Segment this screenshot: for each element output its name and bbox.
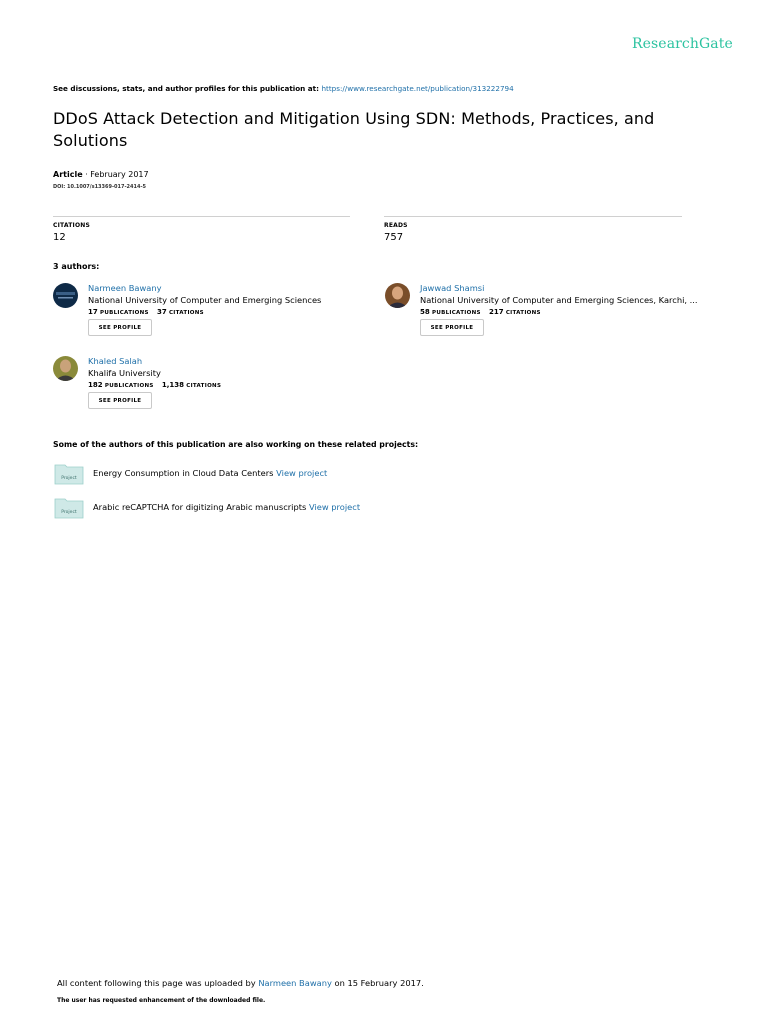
paper-type: Article [53,170,83,179]
upload-suffix: on 15 February 2017. [331,978,424,988]
view-project-link[interactable]: View project [276,468,328,478]
project-folder-icon [54,497,84,519]
discussion-prefix: See discussions, stats, and author profiles for this publication at: [53,84,322,93]
see-profile-button[interactable]: SEE PROFILE [88,392,152,409]
reads-divider [384,216,682,217]
publications-count: 58 [420,308,430,316]
publications-count: 17 [88,308,98,316]
project-icon-label: Project [61,476,77,481]
author-stats [88,308,210,316]
author-institution: National University of Computer and Emerging Sciences [88,295,322,305]
citations-count: 1,138 [161,381,184,389]
citations-label: CITATIONS [53,222,91,229]
author-card [53,283,383,343]
author-name-link[interactable]: Jawwad Shamsi [420,283,485,293]
project-text [93,502,360,512]
discussion-line [53,84,514,93]
upload-prefix: All content following this page was uploaded by [57,978,259,988]
citations-label: CITATIONS [168,310,204,316]
avatar[interactable] [53,283,78,308]
citations-label: CITATIONS [186,383,222,389]
paper-title: DDoS Attack Detection and Mitigation Using SDN: Methods, Practices, and Solutions [53,109,655,150]
view-project-link[interactable]: View project [308,502,361,512]
paper-date: · February 2017 [82,170,149,179]
publication-url-link[interactable]: https://www.researchgate.net/publication/313222794 [321,84,514,93]
avatar[interactable] [385,283,410,308]
paper-meta [53,170,149,179]
author-card [385,283,715,343]
publications-label: PUBLICATIONS [99,310,149,316]
author-institution: Khalifa University [88,368,161,378]
author-stats [420,308,547,316]
project-title: Energy Consumption in Cloud Data Centers [93,468,277,478]
citations-count: 12 [53,232,66,243]
citations-label: CITATIONS [505,310,541,316]
project-text [93,468,327,478]
see-profile-button[interactable]: SEE PROFILE [88,319,152,336]
see-profile-button[interactable]: SEE PROFILE [420,319,484,336]
authors-heading: 3 authors: [53,262,100,271]
project-icon-label: Project [61,510,77,515]
publications-label: PUBLICATIONS [104,383,154,389]
paper-doi: DOI: 10.1007/s13369-017-2414-5 [53,184,147,190]
related-project-item [54,463,454,487]
related-projects-heading: Some of the authors of this publication are also working on these related projects: [53,440,419,449]
citations-divider [53,216,350,217]
publications-label: PUBLICATIONS [431,310,481,316]
avatar[interactable] [53,356,78,381]
project-folder-icon [54,463,84,485]
reads-count: 757 [384,232,404,243]
researchgate-logo[interactable]: ResearchGate [632,36,733,52]
project-title: Arabic reCAPTCHA for digitizing Arabic manuscripts [93,502,309,512]
author-name-link[interactable]: Khaled Salah [88,356,143,366]
enhancement-note: The user has requested enhancement of the downloaded file. [57,997,266,1004]
publications-count: 182 [88,381,103,389]
uploader-link[interactable]: Narmeen Bawany [258,978,332,988]
citations-count: 37 [156,308,167,316]
reads-label: READS [384,222,408,229]
related-project-item [54,497,454,521]
citations-count: 217 [488,308,504,316]
author-name-link[interactable]: Narmeen Bawany [88,283,162,293]
author-card [53,356,383,416]
upload-note [57,978,424,988]
author-institution: National University of Computer and Emerging Sciences, Karchi, ... [420,295,698,305]
author-stats [88,381,227,389]
